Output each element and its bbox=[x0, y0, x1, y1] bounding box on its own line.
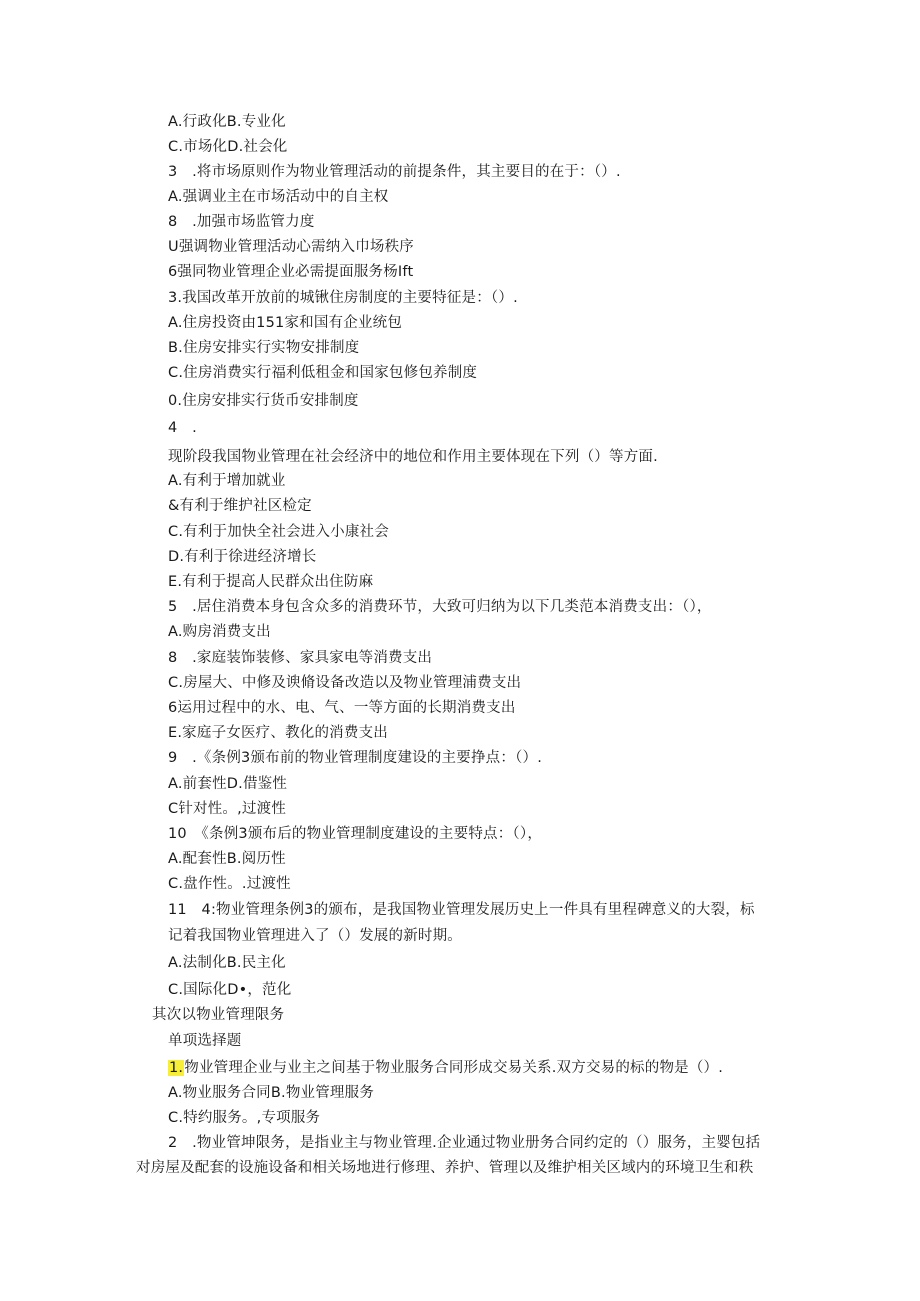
text-line bbox=[168, 162, 621, 182]
line-text: C.房屋大、中修及谀脩设备改造以及物业管理浦费支出 bbox=[168, 675, 522, 691]
line-text: 8 .家庭装饰装修、家具家电等消费支出 bbox=[168, 650, 433, 666]
line-text: 8 .加强市场监管力度 bbox=[168, 214, 315, 230]
text-line bbox=[168, 237, 414, 257]
line-text: &有利于维护社区检定 bbox=[168, 498, 312, 514]
text-line bbox=[168, 338, 359, 358]
text-line bbox=[168, 112, 286, 132]
line-text: A.有利于增加就业 bbox=[168, 473, 286, 489]
text-line bbox=[168, 391, 359, 411]
line-text: C.有利于加快全社会进入小康社会 bbox=[168, 524, 389, 540]
text-line bbox=[168, 799, 286, 819]
text-line bbox=[168, 1083, 374, 1103]
line-text: 10 《条例3颁布后的物业管理制度建设的主要特点：（）， bbox=[168, 826, 543, 842]
text-line bbox=[168, 137, 288, 157]
line-text: A.前套性D.借鉴性 bbox=[168, 776, 288, 792]
line-text: E.家庭子女医疗、教化的消费支出 bbox=[168, 725, 388, 741]
text-line bbox=[168, 447, 658, 467]
line-text: 对房屋及配套的设施设备和相关场地进行修理、养护、管理以及维护相关区域内的环境卫生和秩 bbox=[136, 1160, 754, 1176]
text-line bbox=[168, 824, 542, 844]
text-line bbox=[168, 648, 432, 668]
text-line bbox=[168, 980, 291, 1000]
highlighted-question-number: 1. bbox=[169, 1060, 184, 1076]
line-text: A.配套性B.阅历性 bbox=[168, 851, 286, 867]
line-text: A.强调业主在市场活动中的自主权 bbox=[168, 189, 389, 205]
text-line bbox=[168, 926, 462, 946]
text-line bbox=[152, 1005, 284, 1025]
text-line bbox=[168, 1133, 760, 1153]
line-text: C针对性。,过渡性 bbox=[168, 801, 287, 817]
text-line bbox=[168, 849, 286, 869]
text-line bbox=[168, 597, 712, 617]
text-line bbox=[168, 900, 755, 920]
line-text: 物业管理企业与业主之间基于物业服务合同形成交易关系.双方交易的标的物是（）. bbox=[184, 1060, 724, 1076]
text-line bbox=[168, 1031, 242, 1051]
text-line bbox=[168, 1108, 320, 1128]
line-text: 其次以物业管理限务 bbox=[152, 1007, 285, 1023]
line-text: 6强同物业管理企业必需提面服务杨Ift bbox=[168, 264, 414, 280]
line-text: D.有利于徐进经济增长 bbox=[168, 549, 317, 565]
text-line bbox=[168, 1058, 723, 1078]
text-line bbox=[168, 572, 373, 592]
text-line bbox=[168, 953, 286, 973]
text-line bbox=[168, 547, 316, 567]
line-text: 9 .《条例3颁布前的物业管理制度建设的主要挣点：（）. bbox=[168, 750, 543, 766]
text-line bbox=[168, 748, 542, 768]
line-text: C.市场化D.社会化 bbox=[168, 139, 288, 155]
text-line bbox=[168, 418, 197, 438]
text-line bbox=[168, 313, 402, 333]
line-text: C.盘作性。.过渡性 bbox=[168, 876, 291, 892]
text-line bbox=[168, 363, 477, 383]
line-text: A.法制化B.民主化 bbox=[168, 955, 286, 971]
line-text: 3 .将市场原则作为物业管理活动的前提条件，其主要目的在于：（）. bbox=[168, 164, 621, 180]
text-line bbox=[168, 187, 388, 207]
text-line bbox=[168, 723, 388, 743]
text-line bbox=[168, 496, 312, 516]
text-line bbox=[168, 622, 271, 642]
line-text: U强调物业管理活动心需纳入巾场秩序 bbox=[168, 239, 415, 255]
line-text: E.有利于提高人民群众出住防麻 bbox=[168, 574, 374, 590]
line-text: C.国际化D•，范化 bbox=[168, 982, 292, 998]
line-text: C.特约服务。,专项服务 bbox=[168, 1110, 321, 1126]
line-text: 4 . bbox=[168, 420, 197, 436]
line-text: A.购房消费支出 bbox=[168, 624, 271, 640]
text-line bbox=[168, 774, 287, 794]
line-text: 单项选择题 bbox=[168, 1033, 242, 1049]
line-text: C.住房消费实行福利低租金和国家包修包养制度 bbox=[168, 365, 478, 381]
line-text: 0.住房安排实行货币安排制度 bbox=[168, 393, 359, 409]
line-text: 11 4:物业管理条例3的颁布，是我国物业管理发展历史上一件具有里程碑意义的大裂，标 bbox=[168, 902, 755, 918]
line-text: 2 .物业管坤限务，是指业主与物业管理.企业通过物业册务合同约定的（）服务，主婴包括 bbox=[168, 1135, 761, 1151]
text-line bbox=[168, 698, 516, 718]
text-line bbox=[168, 522, 389, 542]
line-text: A.行政化B.专业化 bbox=[168, 114, 286, 130]
line-text: 6运用过程中的水、电、气、一等方面的长期消费支出 bbox=[168, 700, 516, 716]
line-text: 现阶段我国物业管理在社会经济中的地位和作用主要体现在下列（）等方面. bbox=[168, 449, 658, 465]
text-line bbox=[168, 673, 521, 693]
text-line bbox=[168, 874, 291, 894]
line-text: A.物业服务合同B.物业管理服务 bbox=[168, 1085, 375, 1101]
line-text: 3.我国改革开放前的城锹住房制度的主要特征是：（）. bbox=[168, 290, 518, 306]
line-text: B.住房安排实行实物安排制度 bbox=[168, 340, 360, 356]
text-line bbox=[136, 1158, 753, 1178]
text-line bbox=[168, 262, 413, 282]
text-line bbox=[168, 288, 518, 308]
line-text: 5 .居住消费本身包含众多的消费环节，大致可归纳为以下几类范本消费支出：（）， bbox=[168, 599, 712, 615]
line-text: A.住房投资由151家和国有企业统包 bbox=[168, 315, 403, 331]
text-line bbox=[168, 212, 315, 232]
text-line bbox=[168, 471, 286, 491]
line-text: 记着我国物业管理进入了（）发展的新时期。 bbox=[168, 928, 462, 944]
